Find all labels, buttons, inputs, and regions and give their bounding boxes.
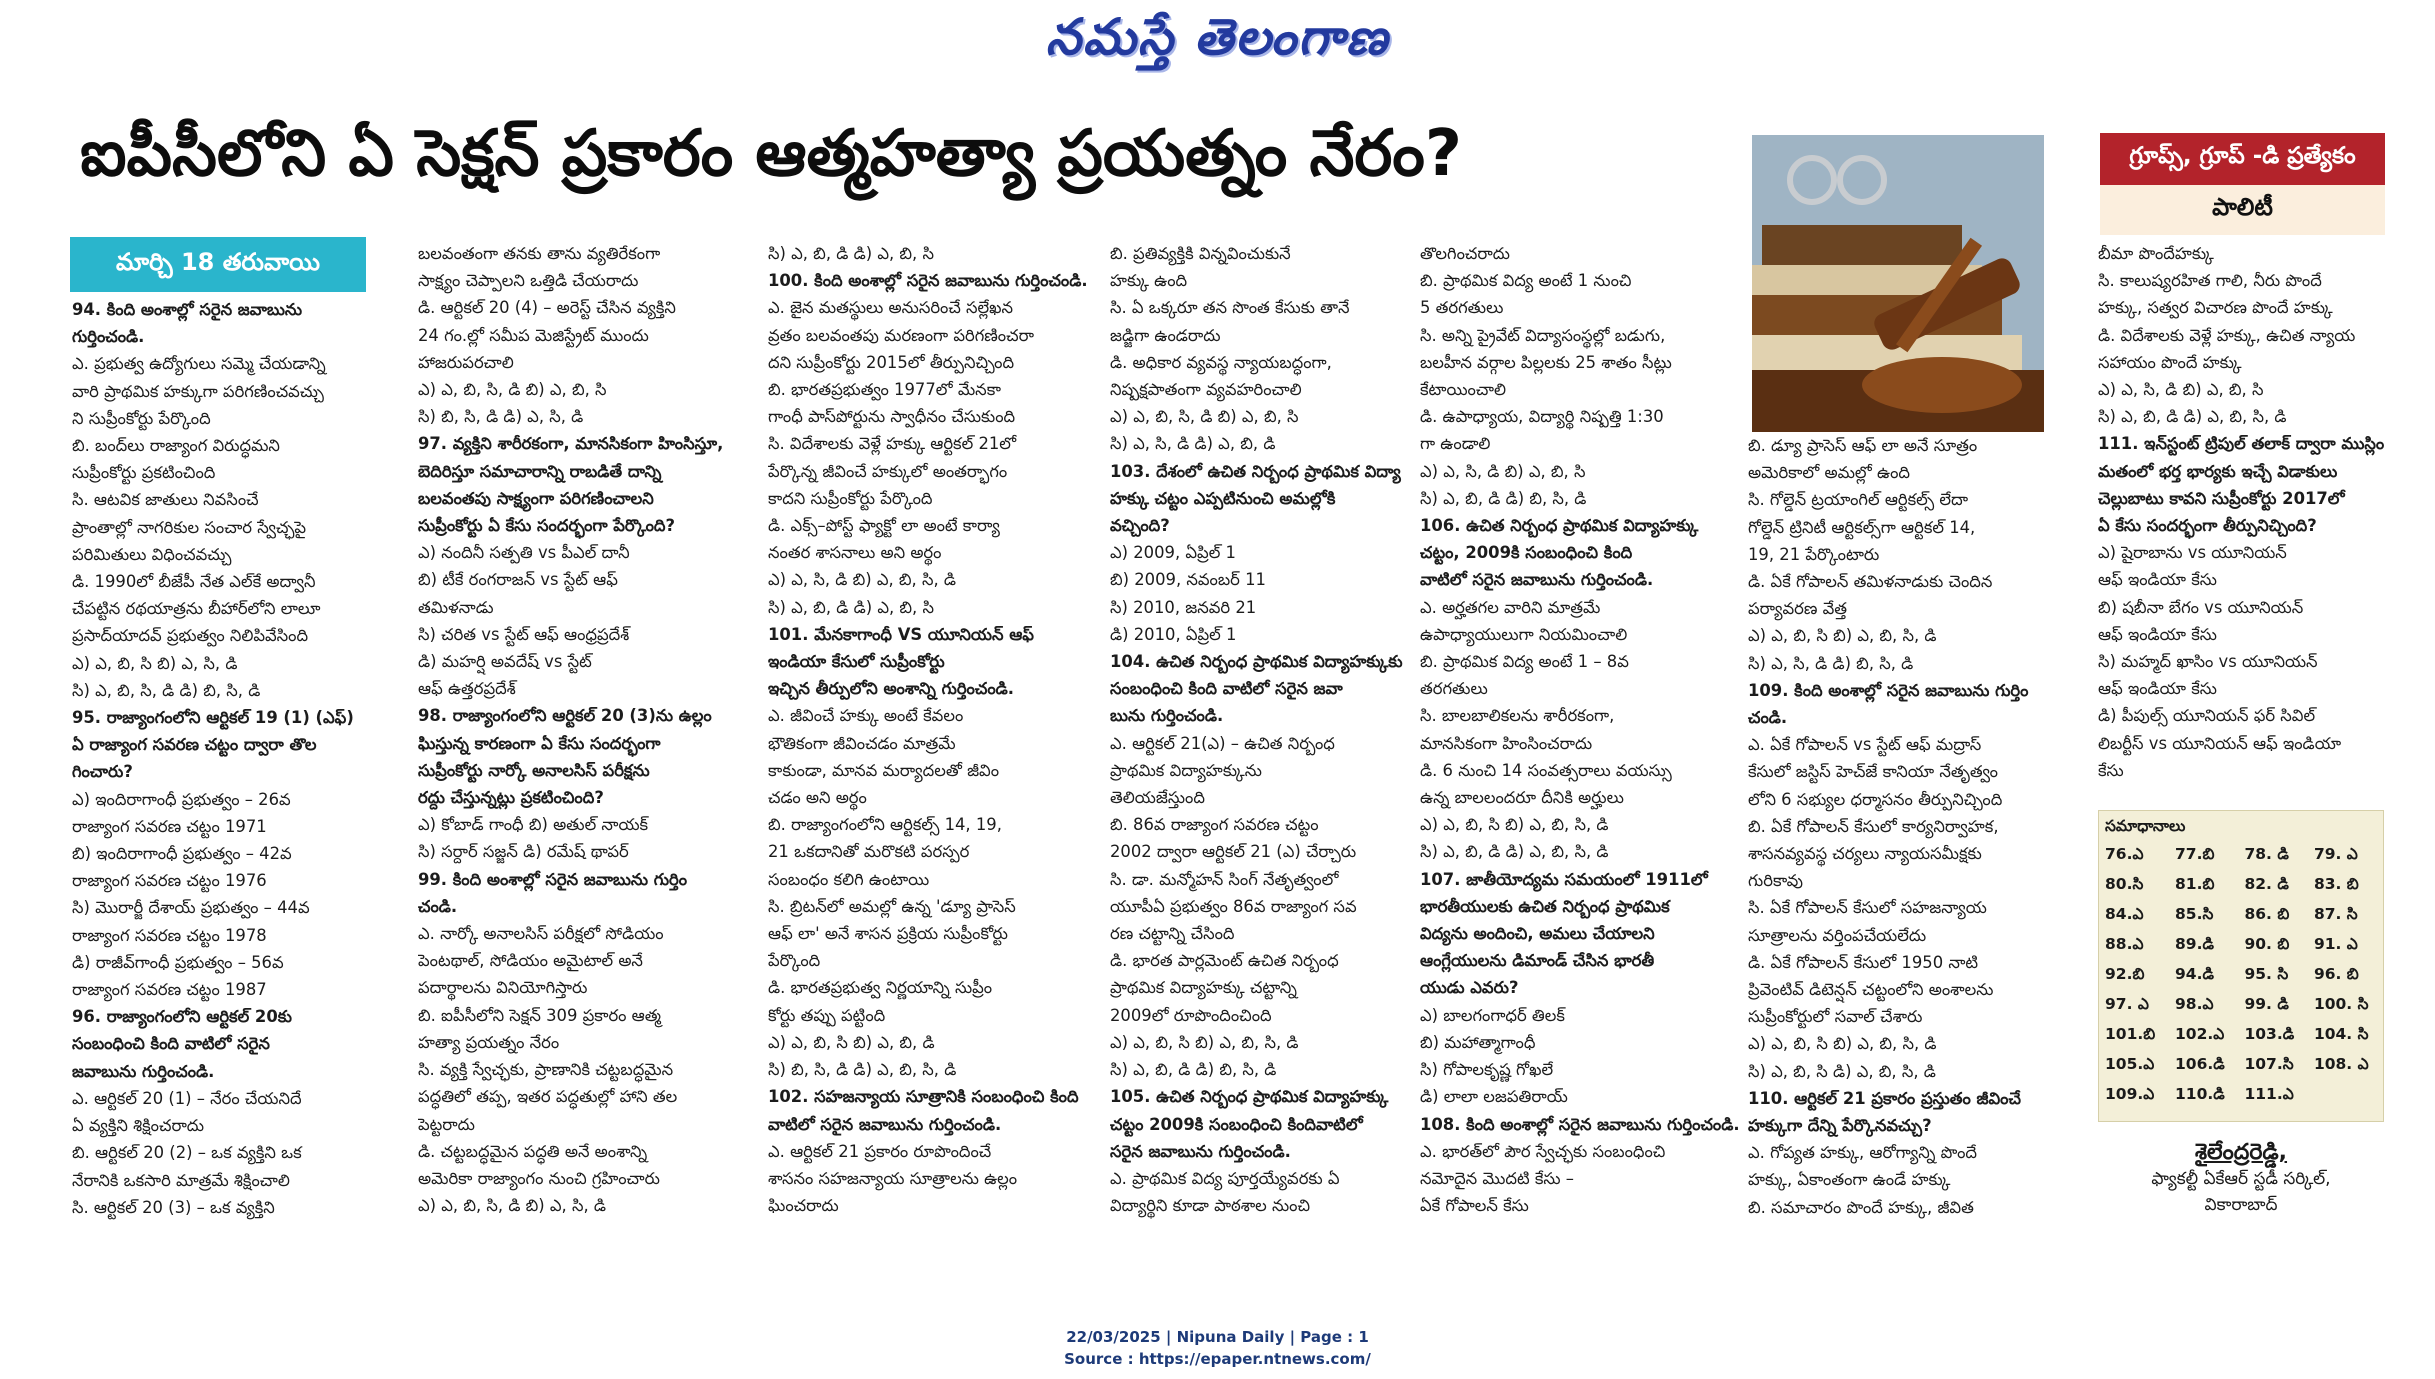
continuation-tag: మార్చి 18 తరువాయి	[70, 237, 366, 292]
text-line: డి. ఉపాధ్యాయ, విద్యార్థి నిష్పత్తి 1:30	[1420, 407, 1664, 427]
author-affiliation: ఫ్యాకల్టీ ఏకేఆర్ స్టడీ సర్కిల్,	[2151, 1169, 2331, 1189]
question-line: జవాబును గుర్తించండి.	[72, 1061, 215, 1081]
text-line: పదార్థాలను వినియోగిస్తారు	[418, 978, 588, 998]
question-line: బును గుర్తించండి.	[1110, 706, 1224, 726]
answer-cell: 111.ఎ	[2244, 1085, 2294, 1103]
text-line: సంబంధం కలిగి ఉంటాయి	[768, 869, 930, 889]
article-column-3	[768, 240, 1098, 1250]
author-name: శైలేంద్రరెడ్డి,	[2194, 1140, 2288, 1165]
answer-cell: 88.ఎ	[2105, 935, 2144, 953]
text-line: విద్యార్థిని కూడా పాఠశాల నుంచి	[1110, 1196, 1311, 1216]
text-line: సి. వ్యక్తి స్వేచ్ఛకు, ప్రాణానికి చట్టబద్ధమైన	[418, 1060, 674, 1080]
text-line: నేరానికి ఒకసారి మాత్రమే శిక్షించాలి	[72, 1170, 290, 1190]
text-line: సి) ఎ, సి, డి డి) బి, సి, డి	[1748, 653, 1914, 673]
question-line: చండి.	[1748, 708, 1788, 728]
text-line: సి) గోపాలకృష్ణ గోఖలే	[1420, 1060, 1554, 1080]
text-line: శాసనవ్యవస్థ చర్యలు న్యాయసమీక్షకు	[1748, 844, 1982, 864]
text-line: జడ్జిగా ఉండరాదు	[1110, 325, 1221, 345]
text-line: బి. భారతప్రభుత్వం 1977లో మేనకా	[768, 380, 1001, 400]
answer-cell: 87. సి	[2313, 905, 2358, 923]
text-line: పెట్టరాదు	[418, 1114, 475, 1134]
footer-date-line: 22/03/2025 | Nipuna Daily | Page : 1	[1066, 1328, 1369, 1346]
text-line: రాజ్యాంగ సవరణ చట్టం 1976	[72, 871, 267, 891]
question-line: 104. ఉచిత నిర్బంధ ప్రాథమిక విద్యాహక్కుకు	[1110, 652, 1403, 672]
text-line: సి. ఆర్టికల్ 20 (3) – ఒక వ్యక్తిని	[72, 1197, 275, 1217]
text-line: గోల్డెన్ ట్రినిటీ ఆర్టికల్స్‌గా ఆర్టికల్ 14,	[1748, 517, 1976, 537]
question-line: వచ్చింది?	[1110, 516, 1170, 536]
text-line: అమెరికాలో అమల్లో ఉంది	[1748, 463, 1910, 483]
text-line: తరగతులు	[1420, 679, 1488, 699]
text-line: గా ఉండాలి	[1420, 434, 1491, 454]
text-line: సి. విదేశాలకు వెళ్లే హక్కు ఆర్టికల్ 21లో	[768, 434, 1017, 454]
answer-cell: 106.డి	[2175, 1055, 2225, 1073]
text-line: సహాయం పొందే హక్కు	[2098, 352, 2242, 372]
question-line: 109. కింది అంశాల్లో సరైన జవాబును గుర్తిం	[1748, 680, 2029, 700]
answer-cell: 92.బి	[2105, 965, 2145, 983]
answer-cell: 101.బి	[2105, 1025, 2156, 1043]
question-line: చండి.	[418, 896, 458, 916]
article-column-1	[72, 296, 372, 1256]
text-line: బి. బంద్‌లు రాజ్యాంగ విరుద్ధమని	[72, 436, 280, 456]
text-line: సి) ఎ, బి, డి డి) ఎ, బి, సి	[768, 244, 934, 263]
answer-cell	[2308, 1081, 2383, 1111]
text-line: నమోదైన మొదటి కేసు –	[1420, 1168, 1574, 1188]
text-line: డి) మహర్షి అవదేష్ vs స్టేట్	[418, 652, 592, 672]
answer-row	[2099, 1051, 2383, 1081]
question-line: 108. కింది అంశాల్లో సరైన జవాబును గుర్తించండి.	[1420, 1114, 1740, 1134]
answer-row	[2099, 841, 2383, 871]
text-line: బి. ఏకే గోపాలన్ కేసులో కార్యనిర్వాహక,	[1748, 816, 1999, 836]
question-line: 101. మేనకాగాంధీ VS యూనియన్ ఆఫ్	[768, 624, 1034, 644]
section-header: గ్రూప్స్, గ్రూప్ -డి ప్రత్యేకం	[2100, 133, 2385, 185]
question-line: హక్కు చట్టం ఎప్పటినుంచి అమల్లోకి	[1110, 488, 1336, 508]
question-line: బలవంతపు సాక్ష్యంగా పరిగణించాలని	[418, 488, 654, 508]
footer-source-line: Source : https://epaper.ntnews.com/	[1064, 1350, 1371, 1368]
question-line: రద్దు చేస్తున్నట్లు ప్రకటించింది?	[418, 788, 604, 808]
text-line: లిబర్టీస్ vs యూనియన్ ఆఫ్ ఇండియా	[2098, 733, 2342, 753]
text-line: బలవంతంగా తనకు తాను వ్యతిరేకంగా	[418, 244, 661, 263]
text-line: బి) మహాత్మాగాంధీ	[1420, 1032, 1536, 1052]
answer-row	[2099, 961, 2383, 991]
article-column-4	[1110, 240, 1440, 1250]
text-line: సాక్ష్యం చెప్పాలని ఒత్తిడి చేయరాదు	[418, 271, 639, 291]
text-line: హక్కు ఉంది	[1110, 271, 1188, 291]
answer-cell: 95. సి	[2244, 965, 2289, 983]
text-line: సి. కాలుష్యరహిత గాలి, నీరు పొందే	[2098, 271, 2322, 291]
text-line: ఎ) నందినీ సత్పతి vs పీఎల్ దానీ	[418, 543, 630, 563]
text-line: సి) ఎ, బి, డి డి) ఎ, బి, సి, డి	[1420, 842, 1609, 862]
question-line: 110. ఆర్టికల్ 21 ప్రకారం ప్రస్తుతం జీవించే	[1748, 1088, 2021, 1108]
answer-cell: 85.సి	[2175, 905, 2214, 923]
text-line: తమిళనాడు	[418, 597, 494, 617]
text-line: ప్రసాద్‌యాదవ్ ప్రభుత్వం నిలిపివేసింది	[72, 626, 309, 646]
text-line: సి) బి, సి, డి డి) ఎ, బి, సి, డి	[768, 1060, 957, 1080]
text-line: తొలగించరాదు	[1420, 244, 1510, 263]
gavel-photo	[1752, 135, 2044, 432]
question-line: 95. రాజ్యాంగంలోని ఆర్టికల్ 19 (1) (ఎఫ్)	[72, 708, 354, 728]
text-line: డి. ఏకే గోపాలన్ కేసులో 1950 నాటి	[1748, 952, 1979, 972]
text-line: డి. 1990లో బీజేపీ నేత ఎల్‌కే అద్వానీ	[72, 572, 316, 592]
text-line: బి. ఆర్టికల్ 20 (2) – ఒక వ్యక్తిని ఒక	[72, 1143, 302, 1163]
text-line: బి) ఇందిరాగాంధీ ప్రభుత్వం – 42వ	[72, 844, 292, 864]
text-line: డి. చట్టబద్ధమైన పద్ధతి అనే అంశాన్ని	[418, 1141, 648, 1161]
text-line: కేసులో జస్టిస్ హెచ్‌జే కానియా నేతృత్వం	[1748, 762, 1998, 782]
answer-cell: 80.సి	[2105, 875, 2144, 893]
question-line: గుర్తించండి.	[72, 327, 145, 347]
text-line: ఎ. అర్హతగల వారిని మాత్రమే	[1420, 597, 1601, 617]
text-line: డి) పీపుల్స్ యూనియన్ ఫర్ సివిల్	[2098, 706, 2316, 726]
text-line: సి. ఏకే గోపాలన్ కేసులో సహజన్యాయ	[1748, 898, 1987, 918]
text-line: సి) ఎ, బి, డి డి) ఎ, బి, సి	[768, 597, 934, 617]
answer-cell: 86. బి	[2244, 905, 2290, 923]
page-headline: ఐపీసీలోని ఏ సెక్షన్ ప్రకారం ఆత్మహత్యా ప్రయత్నం నేరం?	[80, 117, 1462, 191]
text-line: సి. ఆటవిక జాతులు నివసించే	[72, 490, 259, 510]
text-line: హత్యా ప్రయత్నం నేరం	[418, 1032, 560, 1052]
answer-cell: 76.ఎ	[2105, 845, 2144, 863]
text-line: ఎ. గోప్యత హక్కు, ఆరోగ్యాన్ని పొందే	[1748, 1143, 1977, 1163]
answer-cell: 103.డి	[2244, 1025, 2295, 1043]
question-line: ఇచ్చిన తీర్పులోని అంశాన్ని గుర్తించండి.	[768, 679, 1014, 699]
text-line: ప్రాథమిక విద్యాహక్కును	[1110, 760, 1262, 780]
text-line: ఎ) ఎ, బి, సి బి) ఎ, బి, సి, డి	[1110, 1032, 1299, 1052]
text-line: డి. 6 నుంచి 14 సంవత్సరాలు వయస్సు	[1420, 760, 1672, 780]
question-line: విద్యను అందించి, అమలు చేయాలని	[1420, 924, 1655, 944]
answer-row	[2099, 1081, 2383, 1111]
question-line: 107. జాతీయోద్యమ సమయంలో 1911లో	[1420, 869, 1708, 889]
text-line: ఉపాధ్యాయులుగా నియమించాలి	[1420, 624, 1628, 644]
text-line: డి. ఏకే గోపాలన్ తమిళనాడుకు చెందిన	[1748, 572, 1993, 592]
text-line: ఎ. జీవించే హక్కు అంటే కేవలం	[768, 706, 964, 726]
text-line: రాజ్యాంగ సవరణ చట్టం 1987	[72, 980, 267, 1000]
answer-cell: 82. డి	[2244, 875, 2289, 893]
text-line: 2009లో రూపొందించింది	[1110, 1005, 1272, 1025]
text-line: 2002 ద్వారా ఆర్టికల్ 21 (ఎ) చేర్చారు	[1110, 842, 1357, 862]
answer-cell: 105.ఎ	[2105, 1055, 2155, 1073]
text-line: ఎ. జైన మతస్థులు అనుసరించే సల్లేఖన	[768, 298, 1014, 318]
text-line: ఎ. ఆర్టికల్ 21(ఎ) – ఉచిత నిర్బంధ	[1110, 733, 1335, 753]
answer-cell: 79. ఎ	[2313, 845, 2358, 863]
gavel-books-illustration	[1752, 135, 2044, 432]
answer-cell: 77.బి	[2175, 845, 2215, 863]
text-line: పేర్కొంది	[768, 951, 821, 971]
text-line: హక్కు, ఏకాంతంగా ఉండే హక్కు	[1748, 1170, 1951, 1190]
answer-row	[2099, 991, 2383, 1021]
text-line: ఎ) 2009, ఏప్రిల్ 1	[1110, 543, 1236, 563]
text-line: సుప్రీంకోర్టు ప్రకటించింది	[72, 463, 216, 483]
text-line: బి) టీకే రంగరాజన్ vs స్టేట్ ఆఫ్	[418, 570, 618, 590]
text-line: సి) ఎ, బి, సి, డి డి) బి, సి, డి	[72, 680, 261, 700]
text-line: ఆఫ్ ఇండియా కేసు	[2098, 679, 2217, 699]
question-line: ఏ రాజ్యాంగ సవరణ చట్టం ద్వారా తొల	[72, 735, 317, 755]
section-subheader: పాలిటీ	[2100, 185, 2385, 235]
text-line: ఎ. ప్రభుత్వ ఉద్యోగులు సమ్మె చేయడాన్ని	[72, 354, 326, 374]
text-line: సి. అన్ని ప్రైవేట్ విద్యాసంస్థల్లో బడుగు,	[1420, 325, 1666, 345]
question-line: హక్కుగా దేన్ని పేర్కొనవచ్చు?	[1748, 1116, 1932, 1136]
text-line: ఎ) ఎ, సి, డి బి) ఎ, బి, సి	[1420, 461, 1586, 481]
text-line: ఎ. ఆర్టికల్ 21 ప్రకారం రూపొందించే	[768, 1141, 992, 1161]
answer-cell: 109.ఎ	[2105, 1085, 2155, 1103]
question-line: చట్టం 2009కి సంబంధించి కిందివాటిలో	[1110, 1114, 1363, 1134]
text-line: ఎ) ఎ, బి, సి, డి బి) ఎ, బి, సి	[418, 380, 607, 400]
text-line: చడం అని అర్థం	[768, 788, 867, 808]
question-line: ఏ కేసు సందర్భంగా తీర్పునిచ్చింది?	[2098, 516, 2317, 536]
answer-cell: 96. బి	[2313, 965, 2359, 983]
text-line: ఆఫ్ ఉత్తరప్రదేశ్	[418, 679, 516, 699]
text-line: నంతర శాసనాలు అని అర్థం	[768, 543, 942, 563]
question-line: మతంలో భర్త భార్యకు ఇచ్చే విడాకులు	[2098, 461, 2338, 481]
text-line: పరిమితులు విధించవచ్చు	[72, 544, 232, 564]
text-line: అమెరికా రాజ్యాంగం నుంచి గ్రహించారు	[418, 1168, 660, 1188]
text-line: ప్రివెంటివ్ డిటెన్షన్ చట్టంలోని అంశాలను	[1748, 980, 1994, 1000]
author-block	[2098, 1140, 2384, 1218]
answer-cell: 94.డి	[2175, 965, 2214, 983]
answer-cell: 83. బి	[2313, 875, 2359, 893]
answer-cell: 104. సి	[2313, 1025, 2369, 1043]
text-line: కేసు	[2098, 760, 2124, 780]
question-line: సుప్రీంకోర్టు నార్కో అనాలసిస్ పరీక్షను	[418, 760, 650, 780]
text-line: డి. ఎక్స్–పోస్ట్ ఫ్యాక్టో లా అంటే కార్యా	[768, 516, 1000, 536]
question-line: 98. రాజ్యాంగంలోని ఆర్టికల్ 20 (3)ను ఉల్లం	[418, 706, 712, 726]
text-line: ఎ) ఎ, బి, సి బి) ఎ, బి, సి, డి	[1420, 815, 1609, 835]
text-line: సి) ఎ, బి, డి డి) బి, సి, డి	[1110, 1060, 1277, 1080]
text-line: ఎ) బాలగంగాధర్ తిలక్	[1420, 1005, 1565, 1025]
question-line: 96. రాజ్యాంగంలోని ఆర్టికల్ 20కు	[72, 1007, 292, 1027]
text-line: పేర్కొన్న జీవించే హక్కులో అంతర్భాగం	[768, 461, 1008, 481]
text-line: డి) లాలా లజపతిరాయ్	[1420, 1087, 1568, 1107]
question-line: 100. కింది అంశాల్లో సరైన జవాబును గుర్తించండి.	[768, 271, 1088, 291]
text-line: డి. అధికార వ్యవస్థ న్యాయబద్ధంగా,	[1110, 352, 1332, 372]
article-column-6	[1748, 432, 2078, 1252]
answer-cell: 98.ఎ	[2175, 995, 2214, 1013]
text-line: సి) ఎ, బి, డి డి) ఎ, బి, సి, డి	[2098, 407, 2287, 427]
question-line: సంబంధించి కింది వాటిలో సరైన	[72, 1034, 270, 1054]
text-line: రాజ్యాంగ సవరణ చట్టం 1978	[72, 925, 267, 945]
text-line: పద్ధతిలో తప్ప, ఇతర పద్ధతుల్లో హాని తల	[418, 1087, 678, 1107]
text-line: ఏ వ్యక్తిని శిక్షించరాదు	[72, 1116, 205, 1136]
text-line: వ్రతం బలవంతపు మరణంగా పరిగణించరా	[768, 325, 1034, 345]
text-line: 19, 21 పేర్కొంటారు	[1748, 544, 1880, 564]
question-line: సరైన జవాబును గుర్తించండి.	[1110, 1141, 1291, 1161]
question-line: భారతీయులకు ఉచిత నిర్బంధ ప్రాథమిక	[1420, 896, 1670, 916]
text-line: సి. ఏ ఒక్కరూ తన సొంత కేసుకు తానే	[1110, 298, 1350, 318]
text-line: బి. 86వ రాజ్యాంగ సవరణ చట్టం	[1110, 815, 1319, 835]
answer-cell: 108. ఎ	[2313, 1055, 2369, 1073]
question-line: 102. సహజన్యాయ సూత్రానికి సంబంధించి కింది	[768, 1087, 1079, 1107]
text-line: సుప్రీంకోర్టులో సవాల్ చేశారు	[1748, 1007, 1923, 1027]
text-line: 21 ఒకదానితో మరొకటి పరస్పర	[768, 842, 970, 862]
text-line: ఎ) కోబాడ్ గాంధీ బి) అతుల్ నాయక్	[418, 815, 649, 835]
text-line: ప్రాంతాల్లో నాగరికుల సంచార స్వేచ్ఛపై	[72, 517, 307, 537]
text-line: సి) 2010, జనవరి 21	[1110, 597, 1257, 617]
question-line: ఆంగ్లేయులను డిమాండ్ చేసిన భారతీ	[1420, 951, 1655, 971]
text-line: సి) సర్దార్ సజ్జన్ డి) రమేష్ థాపర్	[418, 842, 629, 862]
text-line: ఘించరాదు	[768, 1196, 839, 1216]
page-footer	[0, 1326, 2435, 1370]
question-line: బెదిరిస్తూ సమాచారాన్ని రాబడితే దాన్ని	[418, 461, 662, 481]
question-line: 94. కింది అంశాల్లో సరైన జవాబును	[72, 300, 303, 319]
sidebar-column	[2098, 240, 2398, 800]
text-line: సి. బ్రిటన్‌లో అమల్లో ఉన్న 'డ్యూ ప్రాసెస్	[768, 896, 1016, 916]
answer-row	[2099, 901, 2383, 931]
text-line: బి. ప్రాథమిక విద్య అంటే 1 – 8వ	[1420, 652, 1629, 672]
text-line: తెలియజేస్తుంది	[1110, 788, 1205, 808]
text-line: సి. డా. మన్మోహన్ సింగ్ నేతృత్వంలో	[1110, 869, 1339, 889]
text-line: వారి ప్రాథమిక హక్కుగా పరిగణించవచ్చు	[72, 381, 324, 401]
text-line: సి. బాలబాలికలను శారీరకంగా,	[1420, 706, 1615, 726]
answer-cell: 89.డి	[2175, 935, 2214, 953]
text-line: ఎ) ఎ, సి, డి బి) ఎ, బి, సి	[2098, 380, 2264, 400]
text-line: ఉన్న బాలలందరూ దీనికి అర్హులు	[1420, 788, 1624, 808]
text-line: మానసికంగా హింసించరాదు	[1420, 733, 1593, 753]
text-line: బి. రాజ్యాంగంలోని ఆర్టికల్స్ 14, 19,	[768, 815, 1002, 835]
text-line: 24 గం.ల్లో సమీప మెజిస్ట్రేట్ ముందు	[418, 325, 649, 345]
answer-cell: 91. ఎ	[2313, 935, 2358, 953]
text-line: ఎ) ఎ, బి, సి బి) ఎ, బి, సి, డి	[1748, 1034, 1937, 1054]
text-line: ఆఫ్ ఇండియా కేసు	[2098, 570, 2217, 590]
text-line: సి. గోల్డెన్ ట్రయాంగిల్ ఆర్టికల్స్ లేదా	[1748, 490, 1968, 510]
text-line: కాదని సుప్రీంకోర్టు పేర్కొంది	[768, 488, 933, 508]
text-line: ఎ) ఎ, బి, సి బి) ఎ, బి, డి	[768, 1032, 935, 1052]
question-line: 106. ఉచిత నిర్బంధ ప్రాథమిక విద్యాహక్కు	[1420, 516, 1699, 536]
text-line: ఎ) ఎ, బి, సి బి) ఎ, బి, సి, డి	[1748, 626, 1937, 646]
text-line: ప్రాథమిక విద్యాహక్కు చట్టాన్ని	[1110, 978, 1297, 998]
text-line: బి. ఐపీసీలోని సెక్షన్ 309 ప్రకారం ఆత్మ	[418, 1005, 661, 1025]
text-line: హక్కు, సత్వర విచారణ పొందే హక్కు	[2098, 298, 2333, 318]
text-line: ఎ) ఎ, సి, డి బి) ఎ, బి, సి, డి	[768, 570, 957, 590]
text-line: బీమా పొందేహక్కు	[2098, 244, 2214, 263]
article-column-2	[418, 240, 748, 1250]
answer-cell: 107.సి	[2244, 1055, 2294, 1073]
answer-cell: 110.డి	[2175, 1085, 2225, 1103]
text-line: ఆఫ్ లా' అనే శాసన ప్రక్రియ సుప్రీంకోర్టు	[768, 924, 1008, 944]
text-line: ఆఫ్ ఇండియా కేసు	[2098, 624, 2217, 644]
question-line: చట్టం, 2009కి సంబంధించి కింది	[1420, 543, 1633, 563]
text-line: దని సుప్రీంకోర్టు 2015లో తీర్పునిచ్చింది	[768, 352, 1015, 372]
text-line: లోని 6 సభ్యుల ధర్మాసనం తీర్పునిచ్చింది	[1748, 789, 2003, 809]
text-line: డి. విదేశాలకు వెళ్లే హక్కు, ఉచిత న్యాయ	[2098, 325, 2356, 345]
text-line: గాంధీ పాస్‌పోర్టును స్వాధీనం చేసుకుంది	[768, 407, 1016, 427]
text-line: సి) ఎ, బి, డి డి) బి, సి, డి	[1420, 488, 1587, 508]
text-line: రణ చట్టాన్ని చేసింది	[1110, 924, 1235, 944]
text-line: ఎ) ఎ, బి, సి బి) ఎ, సి, డి	[72, 653, 238, 673]
text-line: పర్యావరణ వేత్త	[1748, 599, 1848, 619]
answer-cell: 78. డి	[2244, 845, 2289, 863]
text-line: డి. ఆర్టికల్ 20 (4) – అరెస్ట్ చేసిన వ్యక్తిని	[418, 298, 676, 318]
answer-cell: 97. ఎ	[2105, 995, 2149, 1013]
text-line: సి) ఎ, బి, సి డి) ఎ, బి, సి, డి	[1748, 1061, 1936, 1081]
text-line: కేటాయించాలి	[1420, 380, 1506, 400]
text-line: ఎ. ప్రాథమిక విద్య పూర్తయ్యేవరకు ఏ	[1110, 1168, 1340, 1188]
text-line: ని సుప్రీంకోర్టు పేర్కొంది	[72, 408, 211, 428]
text-line: సూత్రాలను వర్తింపచేయలేదు	[1748, 925, 1927, 945]
answer-row	[2099, 1021, 2383, 1051]
answer-key-box	[2098, 810, 2384, 1122]
text-line: ఎ. నార్కో అనాలసిస్ పరీక్షలో సోడియం	[418, 924, 664, 944]
text-line: కోర్టు తప్పు పట్టింది	[768, 1005, 886, 1025]
text-line: కాకుండా, మానవ మర్యాదలతో జీవిం	[768, 760, 1000, 780]
text-line: శాసనం సహజన్యాయ సూత్రాలను ఉల్లం	[768, 1168, 1018, 1188]
text-line: నిష్పక్షపాతంగా వ్యవహరించాలి	[1110, 380, 1302, 400]
answer-cell: 99. డి	[2244, 995, 2289, 1013]
question-line: వాటిలో సరైన జవాబును గుర్తించండి.	[768, 1114, 1002, 1134]
text-line: బలహీన వర్గాల పిల్లలకు 25 శాతం సీట్లు	[1420, 352, 1672, 372]
text-line: ఎ. ఏకే గోపాలన్ vs స్టేట్ ఆఫ్ మద్రాస్	[1748, 735, 1982, 755]
text-line: రాజ్యాంగ సవరణ చట్టం 1971	[72, 816, 267, 836]
answer-cell: 84.ఎ	[2105, 905, 2144, 923]
answer-row	[2099, 871, 2383, 901]
text-line: ఎ) షైరాబాను vs యూనియన్	[2098, 543, 2287, 563]
question-line: యుడు ఎవరు?	[1420, 978, 1519, 998]
answer-row	[2099, 931, 2383, 961]
text-line: డి) 2010, ఏప్రిల్ 1	[1110, 624, 1237, 644]
question-line: వాటిలో సరైన జవాబును గుర్తించండి.	[1420, 570, 1654, 590]
text-line: యూపీఏ ప్రభుత్వం 86వ రాజ్యాంగ సవ	[1110, 896, 1357, 916]
text-line: సి) ఎ, సి, డి డి) ఎ, బి, డి	[1110, 434, 1276, 454]
text-line: చేపట్టిన రథయాత్రను బీహార్‌లోని లాలూ	[72, 599, 321, 619]
question-line: సుప్రీంకోర్టు ఏ కేసు సందర్భంగా పేర్కొంది?	[418, 516, 675, 536]
text-line: బి. డ్యూ ప్రాసెస్ ఆఫ్ లా అనే సూత్రం	[1748, 436, 1978, 455]
text-line: ఏకే గోపాలన్ కేసు	[1420, 1196, 1529, 1216]
question-line: ఇండియా కేసులో సుప్రీంకోర్టు	[768, 652, 945, 672]
text-line: బి) షబీనా బేగం vs యూనియన్	[2098, 597, 2304, 617]
text-line: డి. భారతప్రభుత్వ నిర్ణయాన్ని సుప్రీం	[768, 978, 993, 998]
text-line: గురికావు	[1748, 871, 1804, 891]
text-line: పెంటథాల్, సోడియం అమైటాల్ అనే	[418, 951, 643, 971]
question-line: గించారు?	[72, 762, 133, 782]
answer-key-heading: సమాధానాలు	[2105, 817, 2186, 835]
text-line: సి) బి, సి, డి డి) ఎ, సి, డి	[418, 407, 584, 427]
question-line: 103. దేశంలో ఉచిత నిర్బంధ ప్రాథమిక విద్యా	[1110, 461, 1401, 481]
question-line: ఘిస్తున్న కారణంగా ఏ కేసు సందర్భంగా	[418, 733, 661, 753]
text-line: బి) 2009, నవంబర్ 11	[1110, 570, 1266, 590]
text-line: డి) రాజీవ్‌గాంధీ ప్రభుత్వం – 56వ	[72, 952, 284, 972]
text-line: బి. ప్రతివ్యక్తికి విన్నవించుకునే	[1110, 244, 1291, 263]
answer-cell: 90. బి	[2244, 935, 2290, 953]
text-line: డి. భారత పార్లమెంట్ ఉచిత నిర్బంధ	[1110, 951, 1339, 971]
question-line: 99. కింది అంశాల్లో సరైన జవాబును గుర్తిం	[418, 869, 688, 889]
text-line: భౌతికంగా జీవించడం మాత్రమే	[768, 733, 956, 753]
text-line: ఎ) ఎ, బి, సి, డి బి) ఎ, సి, డి	[418, 1196, 607, 1216]
question-line: చెల్లుబాటు కావని సుప్రీంకోర్టు 2017లో	[2098, 488, 2345, 508]
question-line: 97. వ్యక్తిని శారీరకంగా, మానసికంగా హింసిస్తూ,	[418, 434, 724, 454]
text-line: బి. ప్రాథమిక విద్య అంటే 1 నుంచి	[1420, 271, 1632, 291]
text-line: ఎ. భారత్‌లో పౌర స్వేచ్ఛకు సంబంధించి	[1420, 1141, 1666, 1161]
article-column-5	[1420, 240, 1740, 1250]
text-line: సి) మహ్మద్ ఖాసిం vs యూనియన్	[2098, 652, 2318, 672]
answer-key-table	[2099, 841, 2383, 1111]
text-line: ఎ) ఎ, బి, సి, డి బి) ఎ, బి, సి	[1110, 407, 1299, 427]
text-line: బి. సమాచారం పొందే హక్కు, జీవిత	[1748, 1197, 1974, 1217]
text-line: సి) మొరార్జీ దేశాయ్ ప్రభుత్వం – 44వ	[72, 898, 310, 918]
text-line: 5 తరగతులు	[1420, 298, 1504, 318]
answer-cell: 100. సి	[2313, 995, 2369, 1013]
text-line: సి) చరిత vs స్టేట్ ఆఫ్ ఆంధ్రప్రదేశ్	[418, 624, 630, 644]
text-line: హాజరుపరచాలి	[418, 352, 514, 372]
question-line: 105. ఉచిత నిర్బంధ ప్రాథమిక విద్యాహక్కు	[1110, 1087, 1389, 1107]
answer-cell: 81.బి	[2175, 875, 2215, 893]
question-line: 111. ఇన్‌స్టంట్ ట్రిపుల్ తలాక్ ద్వారా ముస్లిం	[2098, 434, 2385, 454]
text-line: ఎ) ఇందిరాగాంధీ ప్రభుత్వం – 26వ	[72, 789, 291, 809]
question-line: సంబంధించి కింది వాటిలో సరైన జవా	[1110, 679, 1343, 699]
masthead-logo: నమస్తే తెలంగాణ	[1045, 8, 1390, 66]
text-line: ఎ. ఆర్టికల్ 20 (1) – నేరం చేయనిదే	[72, 1088, 302, 1108]
answer-cell: 102.ఎ	[2175, 1025, 2225, 1043]
author-location: వికారాబాద్	[2204, 1195, 2278, 1215]
